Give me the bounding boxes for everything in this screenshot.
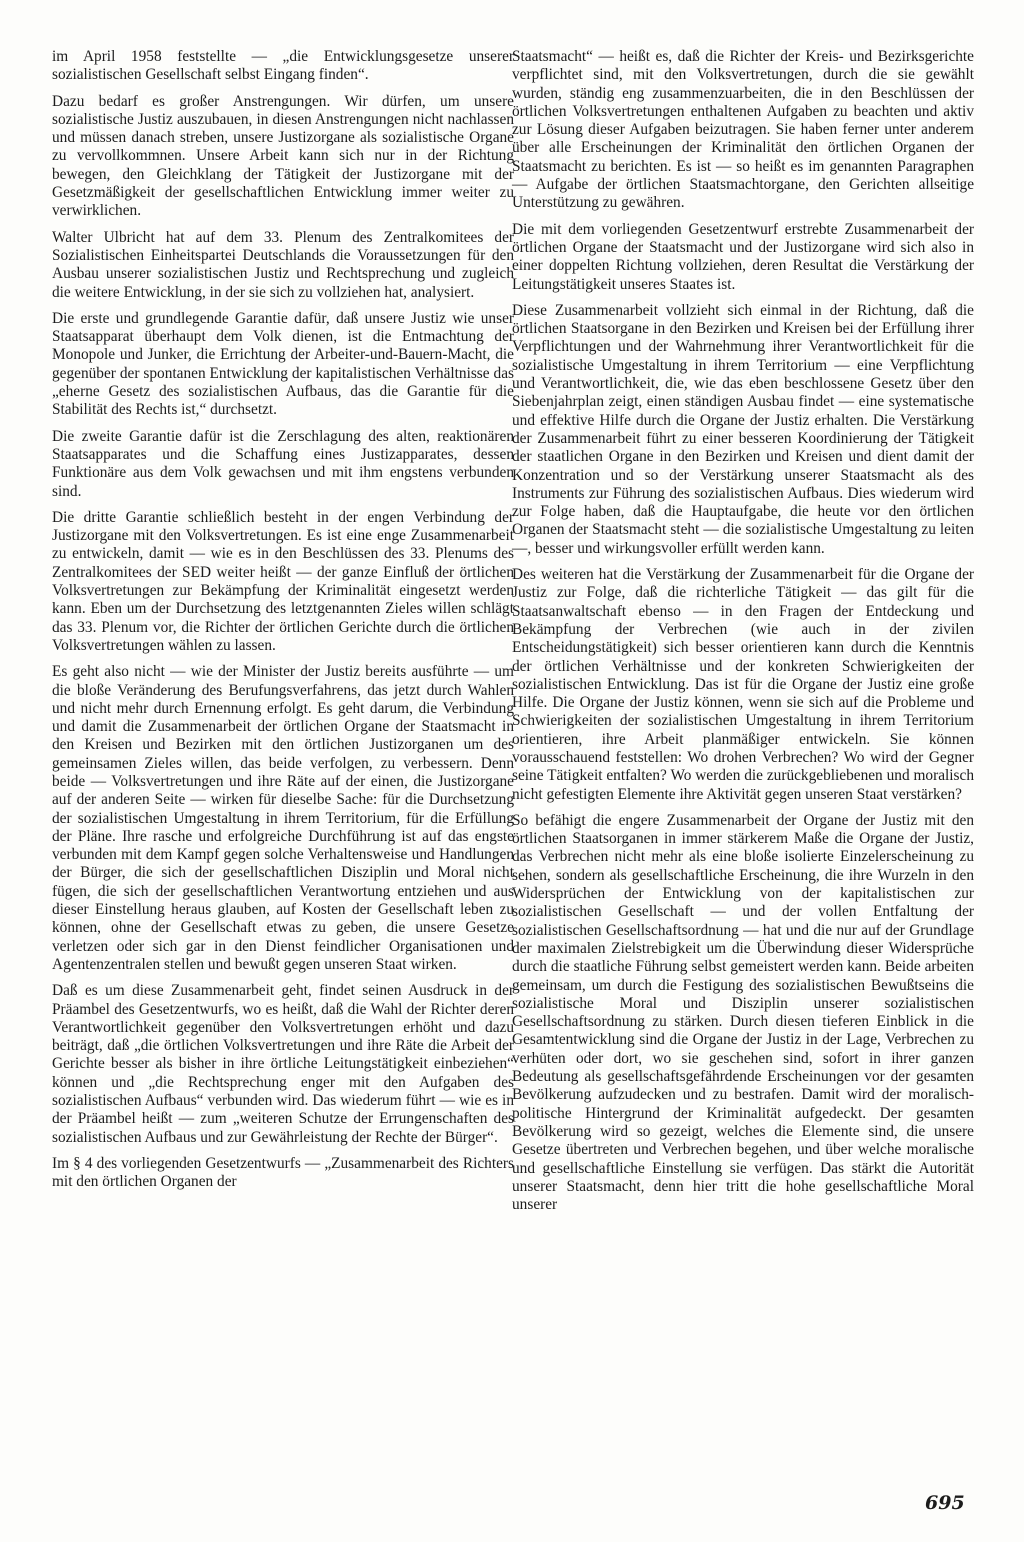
paragraph: Die erste und grundlegende Garantie dafür, daß unsere Justiz wie unser Staatsapparat überhaupt dem Volk dienen, ist die Entmachtung der Monopole und Junker, die Errichtung der Arbeiter-und-Bauern-Macht, die gegenüber der spontanen Entwicklung der kapitalistischen Verhältnisse das „eherne Gesetz des sozialistischen Aufbaus, das die Garantie für die Stabilität des Rechts ist,“ durchsetzt. (52, 309, 514, 419)
page-number: 695 (925, 1492, 965, 1514)
paragraph: Des weiteren hat die Verstärkung der Zusammenarbeit für die Organe der Justiz zur Folge, daß die richterliche Tätigkeit — das gilt für die Staatsanwaltschaft ebenso — in den Fragen der Entdeckung und Bekämpfung der Verbrechen (wie auch in der zivilen Entscheidungstätigkeit) sich besser orientieren kann durch die Kenntnis der örtlichen Verhältnisse und der konkreten Schwierigkeiten der sozialistischen Entwicklung. Das ist für die Organe der Justiz eine große Hilfe. Die Organe der Justiz können, wenn sie sich auf die Probleme und Schwierigkeiten der sozialistischen Umgestaltung in ihrem Territorium orientieren, ihre Arbeit planmäßiger entwickeln. Sie können vorausschauend feststellen: Wo drohen Verbrechen? Wo wird der Gegner seine Tätigkeit entfalten? Wo werden die zurückgebliebenen und moralisch nicht gefestigten Elemente ihre Aktivität gegen unseren Staat verstärken? (512, 566, 974, 803)
paragraph: Walter Ulbricht hat auf dem 33. Plenum des Zentralkomitees der Sozialistischen Einheitspartei Deutschlands die Voraussetzungen für den Ausbau unserer sozialistischen Justiz und Rechtsprechung und zugleich die weitere Entwicklung, in der sie sich zu vollziehen hat, analysiert. (52, 228, 514, 301)
paragraph: So befähigt die engere Zusammenarbeit der Organe der Justiz mit den örtlichen Staatsorganen in immer stärkerem Maße die Organe der Justiz, das Verbrechen nicht mehr als eine bloße isolierte Einzelerscheinung zu sehen, sondern als gesellschaftliche Erscheinung, die ihre Wurzeln in den Widersprüchen der Entwicklung von der kapitalistischen zur sozialistischen Gesellschaft — und der vollen Entfaltung der sozialistischen Gesellschaftsordnung — hat und die nur auf der Grundlage der maximalen Zielstrebigkeit um die Überwindung dieser Widersprüche durch die staatliche Führung selbst gemeistert werden kann. Beide arbeiten gemeinsam, um durch die Festigung des sozialistischen Bewußtseins die sozialistische Moral und Disziplin unserer sozialistischen Gesellschaftsordnung zu stärken. Durch diesen tieferen Einblick in die Gesamtentwicklung sind die Organe der Justiz in der Lage, Verbrechen zu verhüten oder dort, wo sie geschehen sind, sofort in ihrer ganzen Bedeutung als gesellschaftsgefährdende Erscheinungen vor der gesamten Bevölkerung aufzudecken und zu bestrafen. Damit wird der moralisch-politische Hintergrund der Kriminalität aufgedeckt. Der gesamten Bevölkerung wird so gezeigt, welches die Elemente sind, die unsere Gesetze übertreten und Verbrechen begehen, und über welche moralische und gesellschaftliche Einstellung sie verfügen. Das stärkt die Autorität unserer Staatsmacht, denn hier tritt die hohe gesellschaftliche Moral unserer (512, 811, 974, 1214)
paragraph: Es geht also nicht — wie der Minister der Justiz bereits ausführte — um die bloße Veränderung des Berufungsverfahrens, das jetzt durch Wahlen und nicht mehr durch Ernennung erfolgt. Es geht darum, die Verbindung und damit die Zusammenarbeit der örtlichen Organe der Staatsmacht in den Kreisen und Bezirken mit den örtlichen Justizorganen um des gemeinsamen Zieles willen, das beide verfolgen, zu verbessern. Denn beide — Volksvertretungen und ihre Räte auf der einen, die Justizorgane auf der anderen Seite — wirken für dieselbe Sache: für die Durchsetzung der sozialistischen Umgestaltung in ihrem Territorium, für die Erfüllung der Pläne. Ihre rasche und erfolgreiche Durchführung ist auf das engste verbunden mit dem Kampf gegen solche Verhaltensweise und Handlungen der Bürger, die sich der gesellschaftlichen Disziplin und Moral nicht fügen, die sich der gesellschaftlichen Verantwortung entziehen und aus dieser Einstellung heraus glauben, auf Kosten der Gesellschaft leben zu können, ohne der Gesellschaft etwas zu geben, die unsere Gesetze verletzen oder sich gar in den Dienst feindlicher Organisationen und Agentenzentralen stellen und bewußt gegen unseren Staat wirken. (52, 663, 514, 973)
paragraph: Diese Zusammenarbeit vollzieht sich einmal in der Richtung, daß die örtlichen Staatsorgane in den Bezirken und Kreisen bei der Erfüllung ihrer Verpflichtungen und der Wahrnehmung ihrer Verantwortlichkeit für die sozialistische Umgestaltung in ihrem Territorium — eine Verpflichtung und Verantwortlichkeit, die, wie das eben beschlossene Gesetz über den Siebenjahrplan zeigt, einen ständigen Ausbau findet — eine systematische und effektive Hilfe durch die Organe der Justiz erhalten. Die Verstärkung der Zusammenarbeit führt zu einer besseren Koordinierung der Tätigkeit der staatlichen Organe in den Bezirken und Kreisen und dient damit der Konzentration und so der Verstärkung unserer Staatsmacht als des Instruments zur Führung des sozialistischen Aufbaus. Dies wiederum wird zur Folge haben, daß die Hauptaufgabe, die heute vor den örtlichen Organen der Staatsmacht steht — die sozialistische Umgestaltung zu leiten —, besser und wirkungsvoller erfüllt werden kann. (512, 301, 974, 557)
text-column-left (52, 48, 514, 1200)
paragraph: Die mit dem vorliegenden Gesetzentwurf erstrebte Zusammenarbeit der örtlichen Organe der Staatsmacht und der Justizorgane wird sich also in einer doppelten Richtung vollziehen, deren Resultat die Verstärkung der Leitungstätigkeit unseres Staates ist. (512, 220, 974, 293)
paragraph: im April 1958 feststellte — „die Entwicklungsgesetze unserer sozialistischen Gesellschaft selbst Eingang finden“. (52, 48, 514, 84)
paragraph: Die zweite Garantie dafür ist die Zerschlagung des alten, reaktionären Staatsapparates und die Schaffung eines Justizapparates, dessen Funktionäre aus dem Volk gewachsen und mit ihm engstens verbunden sind. (52, 427, 514, 500)
paragraph: Staatsmacht“ — heißt es, daß die Richter der Kreis- und Bezirksgerichte verpflichtet sind, mit den Volksvertretungen, durch die sie gewählt wurden, ständig eng zusammenzuarbeiten, die in den Beschlüssen der örtlichen Volksvertretungen enthaltenen Aufgaben zu beachten und aktiv zur Lösung dieser Aufgaben beizutragen. Sie haben ferner unter anderem über alle Erscheinungen der Kriminalität den örtlichen Organen der Staatsmacht zu berichten. Es ist — so heißt es im genannten Paragraphen — Aufgabe der örtlichen Staatsmachtorgane, den Gerichten allseitige Unterstützung zu gewähren. (512, 48, 974, 212)
paragraph: Im § 4 des vorliegenden Gesetzentwurfs — „Zusammenarbeit des Richters mit den örtlichen Organen der (52, 1154, 514, 1191)
paragraph: Daß es um diese Zusammenarbeit geht, findet seinen Ausdruck in der Präambel des Gesetzentwurfs, wo es heißt, daß die Wahl der Richter deren Verantwortlichkeit gegenüber den Volksvertretungen erhöht und dazu beiträgt, daß „die örtlichen Volksvertretungen und ihre Räte die Arbeit der Gerichte besser als bisher in ihre örtliche Leitungstätigkeit einbeziehen“ können und „die Rechtsprechung enger mit den Aufgaben des sozialistischen Aufbaus“ verbunden wird. Das wiederum führt — wie es in der Präambel heißt — zum „weiteren Schutze der Errungenschaften des sozialistischen Aufbaus und zur Gewährleistung der Rechte der Bürger“. (52, 982, 514, 1146)
text-column-right (512, 48, 974, 1222)
paragraph: Dazu bedarf es großer Anstrengungen. Wir dürfen, um unsere sozialistische Justiz auszubauen, in diesen Anstrengungen nicht nachlassen und müssen danach streben, unsere Justizorgane als sozialistische Organe zu vervollkommnen. Unsere Arbeit kann sich nur in der Richtung bewegen, den Gleichklang der Tätigkeit der Justizorgane mit der Gesetzmäßigkeit der gesellschaftlichen Entwicklung immer weiter zu verwirklichen. (52, 92, 514, 220)
paragraph: Die dritte Garantie schließlich besteht in der engen Verbindung der Justizorgane mit den Volksvertretungen. Es ist eine enge Zusammenarbeit zu entwickeln, damit — wie es in den Beschlüssen des 33. Plenums des Zentralkomitees der SED weiter heißt — der ganze Einfluß der örtlichen Volksvertretungen zur Bekämpfung der Kriminalität eingesetzt werden kann. Eben um der Durchsetzung des letztgenannten Zieles willen schlägt das 33. Plenum vor, die Richter der örtlichen Gerichte durch die örtlichen Volksvertretungen wählen zu lassen. (52, 508, 514, 654)
